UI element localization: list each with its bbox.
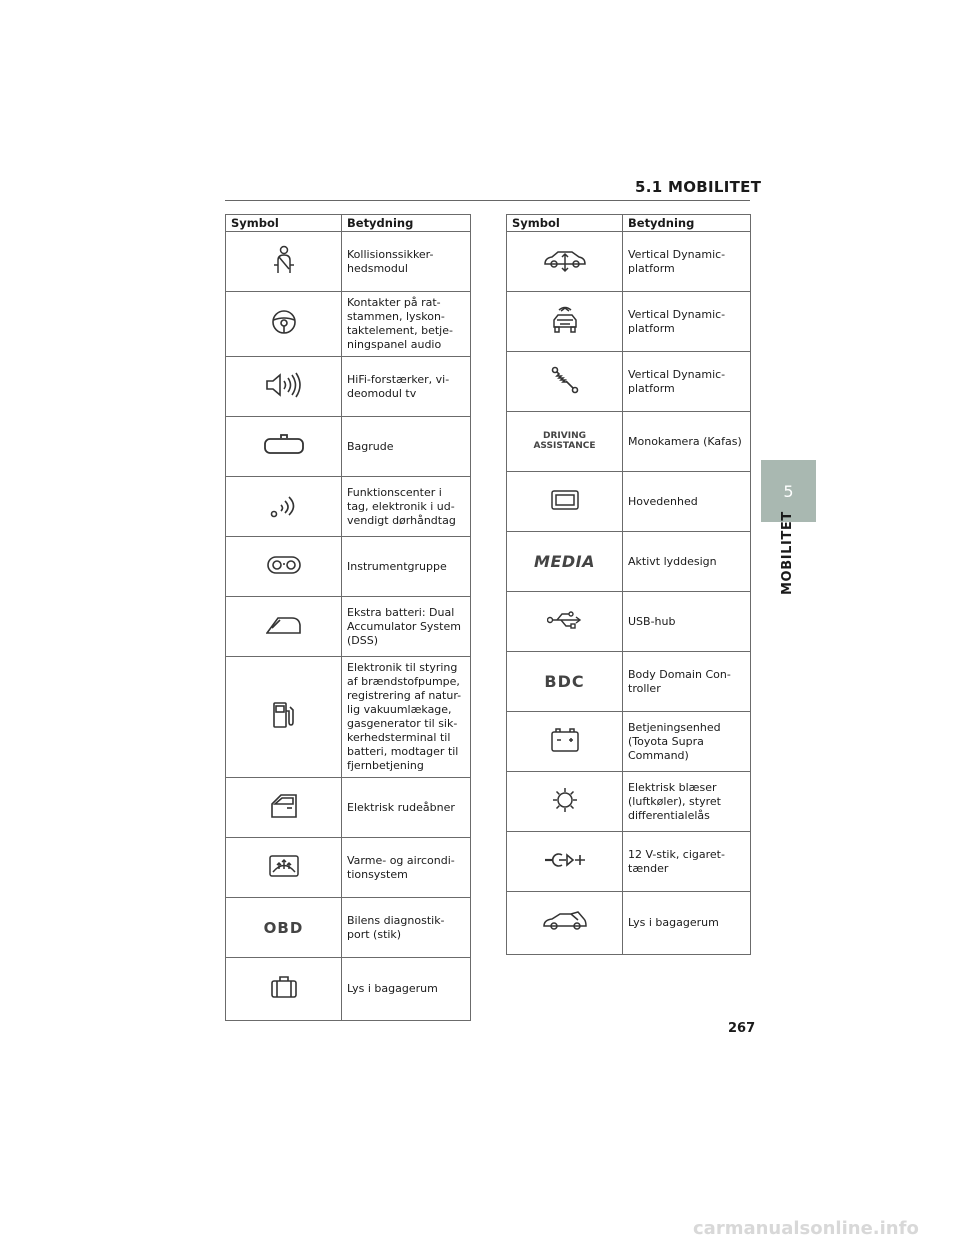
- symbol-cell: [507, 232, 623, 292]
- symbol-cell: [507, 292, 623, 352]
- meaning-cell: Elektrisk rudeåbner: [342, 778, 471, 838]
- meaning-cell: Instrumentgruppe: [342, 537, 471, 597]
- rear-window-icon: [263, 434, 305, 456]
- meaning-cell: Elektrisk blæser (luftkøler), styret differentialelås: [623, 772, 751, 832]
- symbol-cell: [226, 958, 342, 1021]
- symbol-cell: [226, 597, 342, 657]
- table-row: [507, 592, 751, 652]
- symbol-cell: [226, 778, 342, 838]
- seatbelt-person-icon: [273, 245, 295, 275]
- meaning-cell: Kontakter på rat- stammen, lyskon- taktelement, betje- ningspanel audio: [342, 292, 471, 357]
- footer-watermark: carmanualsonline.info: [693, 1218, 919, 1239]
- fan-gear-icon: [551, 786, 579, 814]
- table-row: [507, 472, 751, 532]
- instrument-cluster-icon: [267, 555, 301, 575]
- symbol-cell: [226, 417, 342, 477]
- table-row: [226, 898, 471, 958]
- meaning-cell: Vertical Dynamic- platform: [623, 292, 751, 352]
- obd-icon: OBD: [263, 919, 304, 937]
- section-title: 5.1 MOBILITET: [635, 178, 762, 196]
- symbol-cell: [507, 412, 623, 472]
- table-row: [507, 352, 751, 412]
- table-row: [226, 477, 471, 537]
- symbol-cell: [226, 898, 342, 958]
- symbol-cell: [226, 657, 342, 778]
- table-row: [507, 412, 751, 472]
- table-row: [226, 417, 471, 477]
- symbol-cell: [226, 838, 342, 898]
- symbol-cell: [226, 477, 342, 537]
- meaning-cell: HiFi-forstærker, vi- deomodul tv: [342, 357, 471, 417]
- chapter-number: 5: [783, 481, 794, 501]
- meaning-cell: Kollisionssikker- hedsmodul: [342, 232, 471, 292]
- meaning-cell: Body Domain Con- troller: [623, 652, 751, 712]
- symbol-cell: [507, 352, 623, 412]
- header-divider: [225, 200, 750, 201]
- socket-12v-icon: [544, 851, 586, 869]
- symbol-cell: [507, 652, 623, 712]
- symbol-cell: [507, 892, 623, 955]
- table-row: [226, 838, 471, 898]
- car-trunk-icon: [542, 910, 588, 932]
- symbol-table-right: [506, 214, 751, 955]
- car-height-icon: [542, 247, 588, 273]
- chapter-label: MOBILITET: [780, 511, 795, 595]
- meaning-cell: Vertical Dynamic- platform: [623, 232, 751, 292]
- speaker-sound-icon: [265, 372, 303, 398]
- col-meaning-header: Betydning: [342, 215, 471, 232]
- usb-icon: [547, 610, 583, 630]
- table-row: [226, 537, 471, 597]
- symbol-cell: [226, 357, 342, 417]
- col-symbol-header: Symbol: [507, 215, 623, 232]
- symbol-cell: [507, 832, 623, 892]
- table-row: [507, 232, 751, 292]
- meaning-cell: Vertical Dynamic- platform: [623, 352, 751, 412]
- battery-icon: [550, 727, 580, 753]
- table-header-row: [226, 215, 471, 232]
- car-door-window-icon: [270, 793, 298, 819]
- table-row: [507, 832, 751, 892]
- steering-wheel-icon: [271, 309, 297, 335]
- driving-assistance-icon: DRIVING ASSISTANCE: [533, 431, 596, 451]
- meaning-cell: Betjeningsenhed (Toyota Supra Command): [623, 712, 751, 772]
- meaning-cell: Bilens diagnostik- port (stik): [342, 898, 471, 958]
- table-row: [226, 657, 471, 778]
- meaning-cell: Aktivt lyddesign: [623, 532, 751, 592]
- meaning-cell: Hovedenhed: [623, 472, 751, 532]
- meaning-cell: Lys i bagagerum: [342, 958, 471, 1021]
- symbol-cell: [226, 537, 342, 597]
- shock-absorber-icon: [551, 366, 579, 394]
- table-row: [226, 232, 471, 292]
- symbol-cell: [507, 592, 623, 652]
- table-row: [226, 778, 471, 838]
- symbol-cell: [507, 712, 623, 772]
- table-row: [226, 292, 471, 357]
- page-number: 267: [728, 1021, 756, 1036]
- symbol-table-left: [225, 214, 471, 1021]
- table-row: [507, 292, 751, 352]
- table-row: [507, 712, 751, 772]
- meaning-cell: Funktionscenter i tag, elektronik i ud- vendigt dørhåndtag: [342, 477, 471, 537]
- suitcase-icon: [270, 975, 298, 999]
- fuel-pump-icon: [272, 701, 296, 729]
- car-suspension-icon: [550, 305, 580, 335]
- table-row: [507, 652, 751, 712]
- table-row: [507, 532, 751, 592]
- media-icon: MEDIA: [534, 552, 595, 571]
- table-row: [226, 357, 471, 417]
- key-signal-icon: [270, 492, 298, 518]
- table-row: [226, 597, 471, 657]
- meaning-cell: Monokamera (Kafas): [623, 412, 751, 472]
- table-row: [507, 892, 751, 955]
- meaning-cell: Varme- og aircondi- tionsystem: [342, 838, 471, 898]
- climate-control-icon: [269, 855, 299, 877]
- col-symbol-header: Symbol: [226, 215, 342, 232]
- meaning-cell: Bagrude: [342, 417, 471, 477]
- symbol-cell: [507, 772, 623, 832]
- meaning-cell: USB-hub: [623, 592, 751, 652]
- meaning-cell: Ekstra batteri: Dual Accumulator System (DSS): [342, 597, 471, 657]
- table-header-row: [507, 215, 751, 232]
- symbol-cell: [226, 232, 342, 292]
- meaning-cell: Lys i bagagerum: [623, 892, 751, 955]
- table-row: [226, 958, 471, 1021]
- meaning-cell: 12 V-stik, cigaret- tænder: [623, 832, 751, 892]
- symbol-cell: [507, 472, 623, 532]
- meaning-cell: Elektronik til styring af brændstofpumpe, registrering af natur- lig vakuumlækage, gasgenerator til sik- kerhedsterminal til batteri, modtager til fjernbetjening: [342, 657, 471, 778]
- col-meaning-header: Betydning: [623, 215, 751, 232]
- table-row: [507, 772, 751, 832]
- symbol-cell: [226, 292, 342, 357]
- symbol-cell: [507, 532, 623, 592]
- screen-icon: [551, 490, 579, 510]
- bdc-icon: BDC: [544, 672, 585, 691]
- car-roof-icon: [266, 615, 302, 635]
